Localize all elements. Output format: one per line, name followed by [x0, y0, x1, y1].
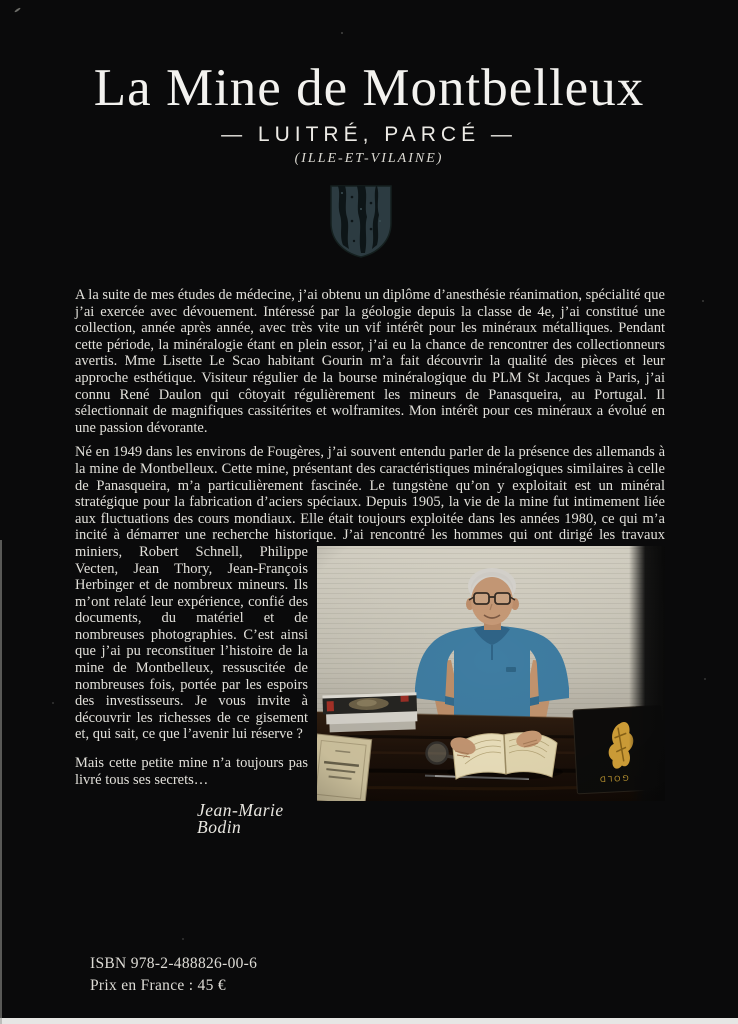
- book-title: La Mine de Montbelleux: [93, 59, 645, 117]
- bio-paragraph-2: [75, 444, 665, 835]
- bio-paragraph-2-intro: Né en 1949 dans les environs de Fougères, j’ai souvent entendu parler de la présence des allemands à la mine de Montbelleux. Cette mine, présentant des caractéristiques minéralogiques similaires à celle de Panasqueira, m’a particulièrement fascinée. Le tungstène qu’on y exploitait est un minéral stratégique pour la fabrication d’aciers spéciaux. Depuis 1905, la vie de la mine fut intimement liée aux fluctuations des cours mondiaux. Elle était toujours exploitée dans les années 1980, ce qui m’a incité à démarrer une recherche historique. J’ai rencontré les hommes qui ont dirigé les travaux miniers,: [75, 444, 665, 560]
- scan-speck: [704, 678, 706, 680]
- scan-speck: [341, 32, 343, 34]
- scan-speck: [118, 522, 120, 524]
- scan-speck: [52, 702, 54, 704]
- scan-speck: [14, 7, 21, 13]
- cover-footer: [90, 953, 257, 997]
- shield-icon: [328, 183, 394, 259]
- ermine-shield-emblem: [328, 183, 394, 259]
- scan-speck: [702, 300, 704, 302]
- book-subtitle: — LUITRÉ, PARCÉ —: [221, 123, 517, 146]
- author-photo: [317, 546, 665, 801]
- bio-paragraph-2-wrap: Robert Schnell, Philippe Vecten, Jean Thory, Jean-François Herbinger et de nombreux mineurs. Ils m’ont relaté leur expérience, confié des documents, du matériel et de nombreuses photographies. C’est ainsi que j’ai pu reconstituer l’histoire de la mine de Montbelleux, ressuscitée de nombreuses fois, portée par les espoirs des investisseurs. Je vous invite à découvrir les richesses de ce gisement et, qui sait, ce que l’avenir lui réserve ?: [75, 543, 308, 743]
- back-cover-text: [75, 287, 665, 835]
- bio-paragraph-1: A la suite de mes études de médecine, j’ai obtenu un diplôme d’anesthésie réanimation, spécialité que j’ai exercée avec dévouement. Intéressé par la géologie depuis la classe de 4e, j’ai constitué une collection, année après année, avec très vite un vif intérêt pour les minéraux métalliques. Pendant cette période, la minéralogie étant en plein essor, j’ai eu la chance de rencontrer des collectionneurs avertis. Mme Lisette Le Scao habitant Gourin m’a fait découvrir la qualité des pièces et leur approche esthétique. Visiteur régulier de la bourse minéralogique du PLM St Jacques à Paris, j’ai connu René Daulon qui côtoyait régulièrement les mineurs de Panasqueira, au Portugal. Il sélectionnait de magnifiques cassitérites et wolframites. Mon intérêt pour ces minéraux a évolué en une passion dévorante.: [75, 287, 665, 436]
- book-region: (ILLE-ET-VILAINE): [294, 151, 444, 166]
- isbn-line: ISBN 978-2-488826-00-6: [90, 955, 258, 972]
- price-line: Prix en France : 45 €: [90, 977, 226, 994]
- author-signature: Jean-Marie Bodin: [197, 800, 284, 837]
- scan-edge-bottom: [0, 1018, 738, 1024]
- scan-speck: [182, 938, 184, 940]
- scan-edge-left: [0, 540, 2, 1024]
- scan-speck: [622, 86, 624, 88]
- author-at-desk-photo: [317, 546, 665, 801]
- closing-line: Mais cette petite mine n’a toujours pas livré tous ses secrets…: [75, 755, 308, 788]
